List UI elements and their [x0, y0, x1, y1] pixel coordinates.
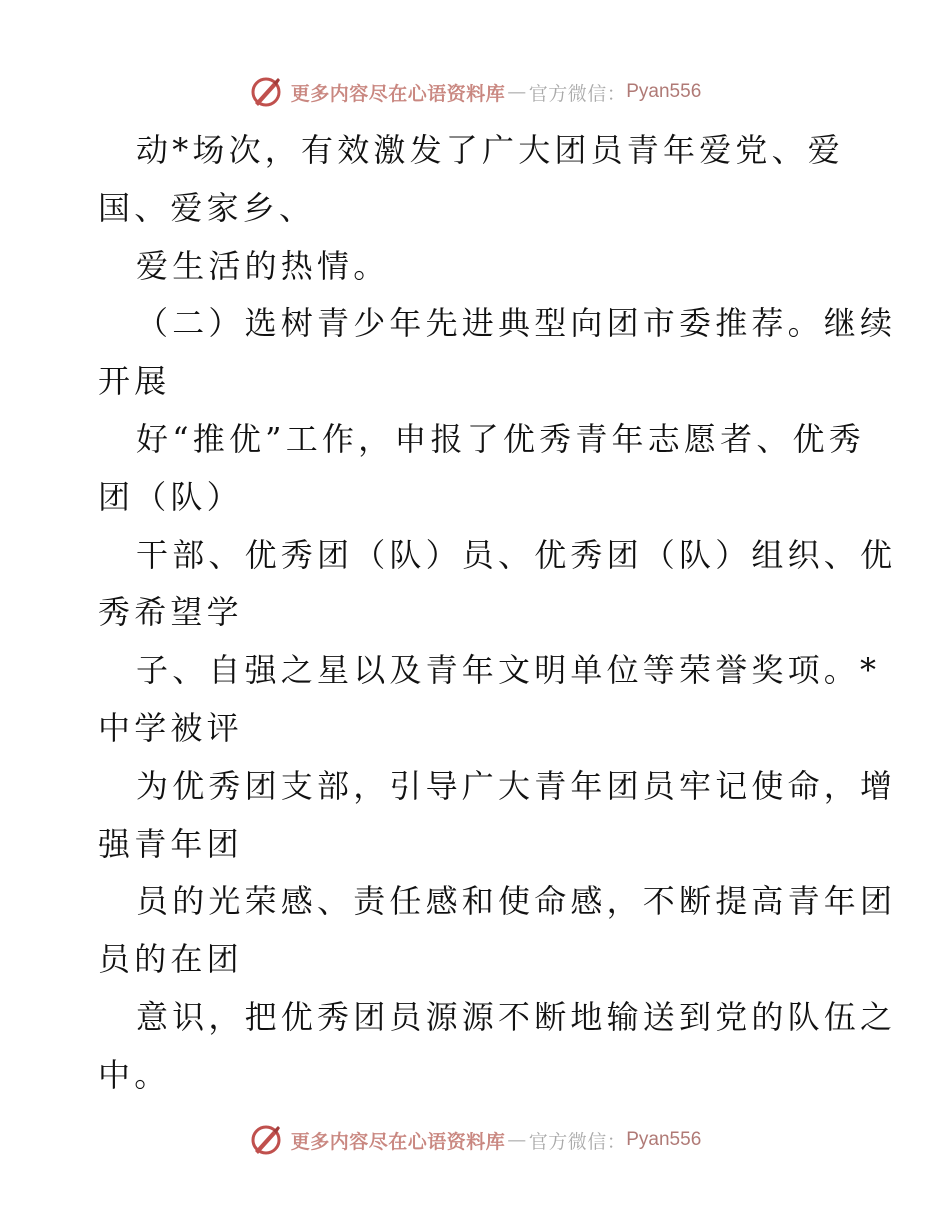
body-line: 员的光荣感、责任感和使命感，不断提高青年团: [136, 882, 897, 921]
header-dash: —: [507, 81, 527, 103]
body-line: 中。: [98, 1055, 171, 1094]
body-line: 秀希望学: [98, 593, 243, 632]
body-line: 好“推优”工作，申报了优秀青年志愿者、优秀: [136, 419, 865, 458]
header-wechat-id: Pyan556: [626, 81, 702, 102]
body-line: 强青年团: [98, 824, 243, 863]
footer-sub-text: 官方微信：: [528, 1130, 627, 1153]
body-line: （二）选树青少年先进典型向团市委推荐。继续: [136, 304, 897, 343]
body-line: 爱生活的热情。: [136, 246, 390, 285]
footer-watermark-banner: [0, 1118, 950, 1162]
body-line: 中学被评: [98, 708, 243, 747]
header-sub-text: 官方微信：: [528, 82, 627, 105]
body-line: 开展: [98, 362, 171, 401]
body-line: 子、自强之星以及青年文明单位等荣誉奖项。*: [136, 651, 881, 690]
body-line: 意识，把优秀团员源源不断地输送到党的队伍之: [136, 997, 897, 1036]
body-line: 动*场次，有效激发了广大团员青年爱党、爱: [136, 131, 845, 169]
header-banner-text: [291, 79, 702, 106]
footer-brand-text: 更多内容尽在心语资料库: [290, 1130, 506, 1153]
body-line: 国、爱家乡、: [98, 188, 316, 227]
quill-logo-icon: [249, 75, 283, 109]
body-line: 团（队）: [98, 477, 243, 516]
quill-logo-icon: [249, 1123, 283, 1157]
body-line: 干部、优秀团（队）员、优秀团（队）组织、优: [136, 535, 897, 574]
body-line: 为优秀团支部，引导广大青年团员牢记使命，增: [136, 766, 897, 805]
header-watermark-banner: [0, 70, 950, 114]
header-brand-text: 更多内容尽在心语资料库: [290, 82, 506, 105]
footer-dash: —: [507, 1129, 527, 1151]
footer-wechat-id: Pyan556: [626, 1129, 702, 1150]
footer-banner-text: [291, 1127, 702, 1154]
document-body: [98, 122, 897, 1105]
body-line: 员的在团: [98, 940, 243, 979]
